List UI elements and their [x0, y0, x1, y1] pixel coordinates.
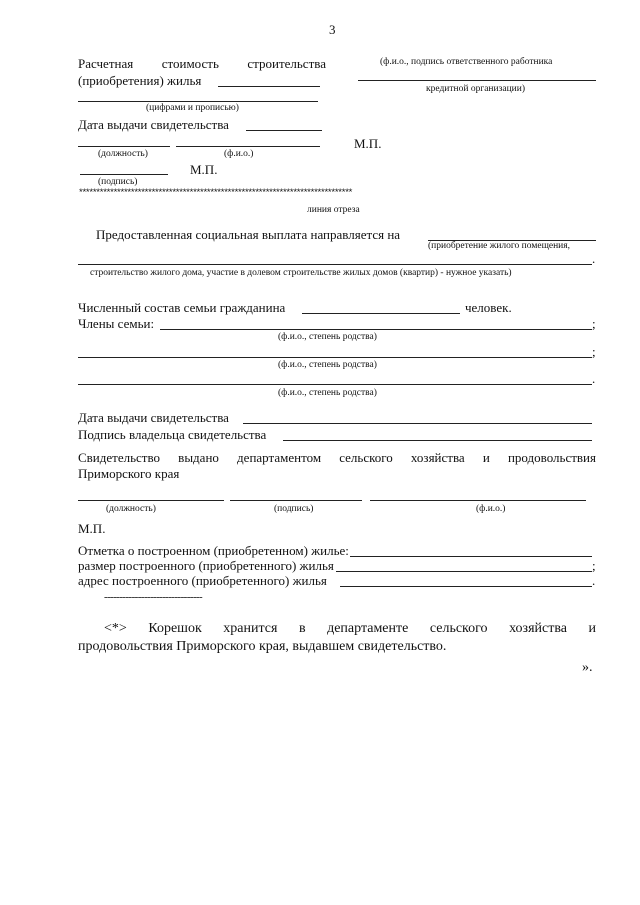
housing-address-label: адрес построенного (приобретенного) жилья: [78, 573, 327, 588]
issue-seal-mark: М.П.: [78, 521, 106, 536]
cut-line-label: линия отреза: [307, 205, 360, 215]
housing-address-dot: .: [592, 573, 596, 588]
official-signature-input-line[interactable]: [230, 500, 362, 501]
name-caption: (ф.и.о.): [224, 149, 254, 159]
position-input-line[interactable]: [78, 146, 170, 147]
official-name-caption: (ф.и.о.): [476, 504, 506, 514]
family-member-input-line-1[interactable]: [160, 329, 592, 330]
issue-date-label-2: Дата выдачи свидетельства: [78, 410, 229, 425]
housing-address-input-line[interactable]: [340, 586, 592, 587]
family-members-label: Члены семьи:: [78, 316, 155, 331]
cost-label: Расчетная стоимость строительства: [78, 56, 326, 71]
housing-size-label: размер построенного (приобретенного) жилья: [78, 558, 334, 573]
official-position-caption: (должность): [106, 504, 156, 514]
payment-direction-input-line-2[interactable]: [78, 264, 592, 265]
bank-seal-mark: М.П.: [354, 136, 382, 151]
official-position-input-line[interactable]: [78, 500, 224, 501]
official-name-input-line[interactable]: [370, 500, 586, 501]
family-member-input-line-2[interactable]: [78, 357, 592, 358]
payment-caption-2: строительство жилого дома, участие в долевом строительстве жилых домов (квартир) - нужное указать): [90, 268, 512, 278]
family-member-caption-2: (ф.и.о., степень родства): [278, 360, 377, 370]
footnote-text: <*> Корешок хранится в департаменте сельского хозяйства и: [104, 621, 596, 636]
closing-quote: ».: [582, 660, 593, 675]
family-member-caption-3: (ф.и.о., степень родства): [278, 388, 377, 398]
cost-label-continued: (приобретения) жилья: [78, 73, 202, 88]
housing-size-input-line[interactable]: [336, 571, 592, 572]
payment-end-dot: .: [592, 251, 596, 266]
issue-date-input-line-2[interactable]: [243, 423, 592, 424]
payment-direction-label: Предоставленная социальная выплата направляется на: [96, 227, 401, 242]
family-count-label: Численный состав семьи гражданина: [78, 300, 286, 315]
family-count-input-line[interactable]: [302, 313, 460, 314]
family-member-caption-1: (ф.и.о., степень родства): [278, 332, 377, 342]
footnote-text-continued: продовольствия Приморского края, выдавшем свидетельство.: [78, 639, 447, 654]
cost-input-line[interactable]: [218, 86, 320, 87]
family-member-dot: .: [592, 371, 596, 386]
bank-caption: кредитной организации): [426, 84, 525, 94]
family-member-semicolon-1: ;: [592, 316, 596, 331]
owner-signature-input-line[interactable]: [283, 440, 592, 441]
issued-by-label-continued: Приморского края: [78, 466, 180, 481]
issue-date-label: Дата выдачи свидетельства: [78, 117, 229, 132]
cost-caption: (цифрами и прописью): [146, 103, 239, 113]
owner-signature-label: Подпись владельца свидетельства: [78, 427, 267, 442]
signature-caption: (подпись): [98, 177, 138, 187]
name-input-line[interactable]: [176, 146, 320, 147]
cut-line-stars: *******************************************************************************: [78, 187, 352, 198]
cost-words-input-line[interactable]: [78, 101, 318, 102]
issued-by-label: Свидетельство выдано департаментом сельского хозяйства и продовольствия: [78, 450, 596, 465]
family-count-unit: человек.: [465, 300, 512, 315]
bank-officer-caption: (ф.и.о., подпись ответственного работника: [380, 57, 553, 67]
family-member-semicolon-2: ;: [592, 344, 596, 359]
footnote-divider: --------------------------------: [104, 591, 203, 603]
issue-date-input-line[interactable]: [246, 130, 322, 131]
seal-mark: М.П.: [190, 162, 218, 177]
family-member-input-line-3[interactable]: [78, 384, 592, 385]
official-signature-caption: (подпись): [274, 504, 314, 514]
bank-officer-input-line[interactable]: [358, 80, 596, 81]
page-number: 3: [329, 22, 336, 37]
housing-note-input-line[interactable]: [350, 556, 592, 557]
housing-note-label: Отметка о построенном (приобретенном) жилье:: [78, 543, 349, 558]
signature-input-line[interactable]: [80, 174, 168, 175]
position-caption: (должность): [98, 149, 148, 159]
housing-size-semicolon: ;: [592, 558, 596, 573]
payment-caption: (приобретение жилого помещения,: [428, 241, 571, 251]
